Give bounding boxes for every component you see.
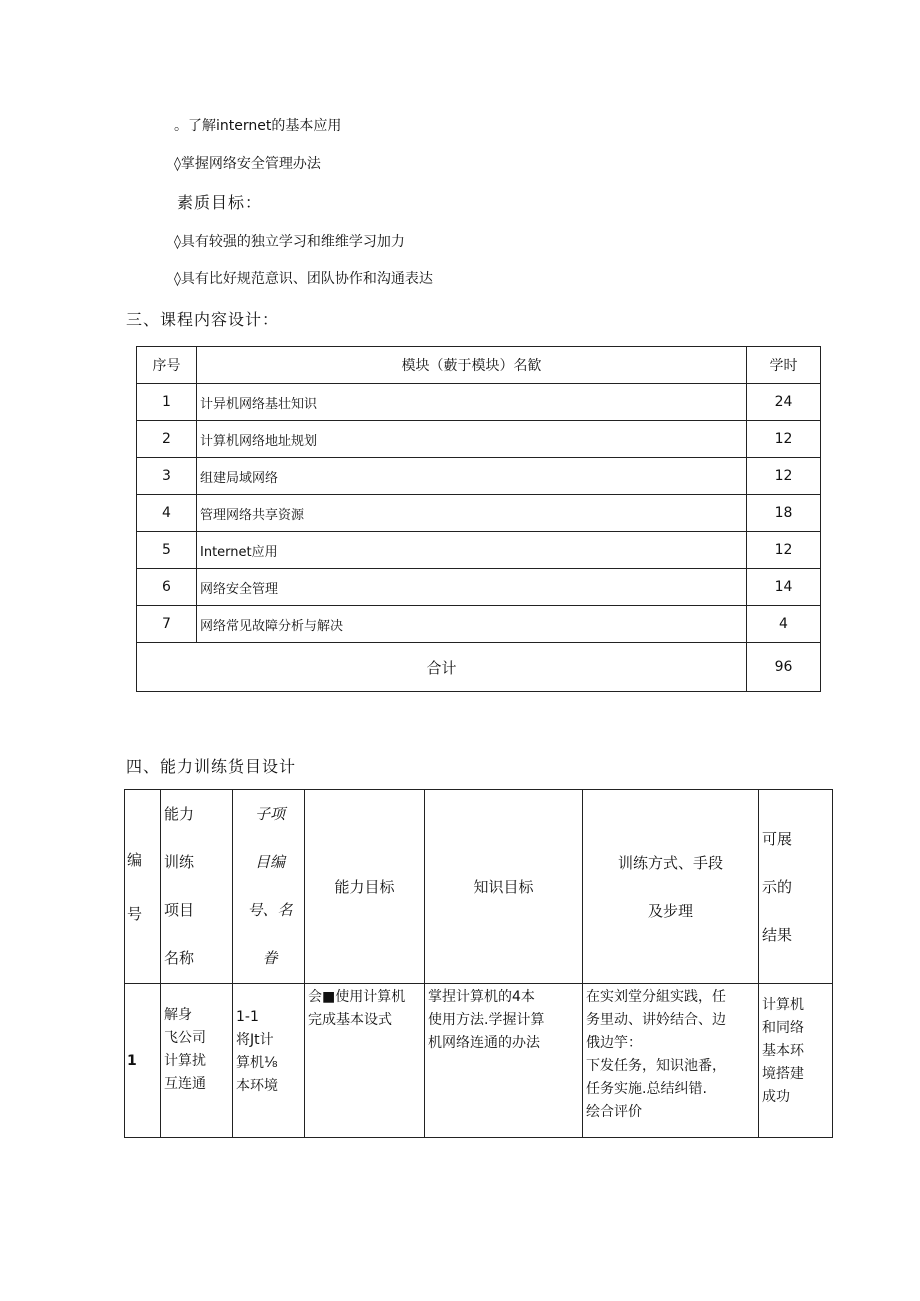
row-training-method: 在实刘堂分組实践，任 务里动、讲妗结合、边 俄边竽： 下发任务，知识池番， 任务实施.总结纠错. 绘合评价 [583,984,759,1138]
section4-title: 四、能力训练货目设计 [126,757,297,776]
header-ability-goal: 能力目标 [305,790,425,984]
row-result: 计算机 和同络 基本环 境搭建 成功 [759,984,833,1138]
row-subproject: 1-1 将Jt计 算机⅛ 本环境 [233,984,305,1138]
table-header-row [137,347,821,384]
row-num: 6 [137,569,197,606]
row-module-name: 计算机网络地址规划 [197,421,747,458]
objective-learning: ◊具有较强的独立学习和维维学习加力 [174,234,405,250]
objective-teamwork: ◊具有比好规范意识、团队协作和沟通表达 [174,271,433,287]
row-hours: 12 [747,421,821,458]
row-num: 5 [137,532,197,569]
row-num: 4 [137,495,197,532]
row-module-name: 管理网络共享资源 [197,495,747,532]
table-total-row [137,643,821,692]
table-row [137,606,821,643]
table-row [137,532,821,569]
row-hours: 14 [747,569,821,606]
row-hours: 12 [747,532,821,569]
table-row [137,384,821,421]
header-result: 可展 示的 结果 [759,790,833,984]
table-row [137,495,821,532]
row-hours: 12 [747,458,821,495]
total-label: 合计 [137,643,747,692]
row-hours: 24 [747,384,821,421]
row-num: 2 [137,421,197,458]
row-num: 1 [137,384,197,421]
header-num: 编 号 [125,790,161,984]
header-training-method: 训练方式、手段 及步理 [583,790,759,984]
table-row [137,458,821,495]
row-module-name: 网络常见故障分析与解决 [197,606,747,643]
row-hours: 4 [747,606,821,643]
row-module-name: 网络安全管理 [197,569,747,606]
quality-heading: 素质目标： [177,193,263,212]
course-content-table [136,346,821,692]
total-hours: 96 [747,643,821,692]
row-hours: 18 [747,495,821,532]
row-module-name: 计异机网络基壮知识 [197,384,747,421]
table-row [137,569,821,606]
row-knowledge-goal: 掌捏计算机的4本 使用方法.学握计算 机网络连通的办法 [425,984,583,1138]
objective-internet: 。了解internet的基本应用 [174,118,342,134]
objective-security: ◊掌握网络安全管理办法 [174,156,321,172]
header-hours: 学时 [747,347,821,384]
header-knowledge-goal: 知识目标 [425,790,583,984]
row-module-name: Internet应用 [197,532,747,569]
header-module-name: 模块（藪于模块）名歓 [197,347,747,384]
table-row [125,984,833,1138]
table-header-row [125,790,833,984]
row-project-name: 解身 飞公司 计算扰 互连通 [161,984,233,1138]
row-module-name: 组建局域网络 [197,458,747,495]
row-ability-goal: 会■使用计算机 完成基本设式 [305,984,425,1138]
training-project-table [124,789,833,1138]
table-row [137,421,821,458]
header-subproject: 子项 目编 号、名 眷 [233,790,305,984]
header-project-name: 能力 训练 项目 名称 [161,790,233,984]
header-num: 序号 [137,347,197,384]
row-num: 1 [125,984,161,1138]
row-num: 3 [137,458,197,495]
row-num: 7 [137,606,197,643]
section3-title: 三、课程内容设计： [126,310,280,329]
